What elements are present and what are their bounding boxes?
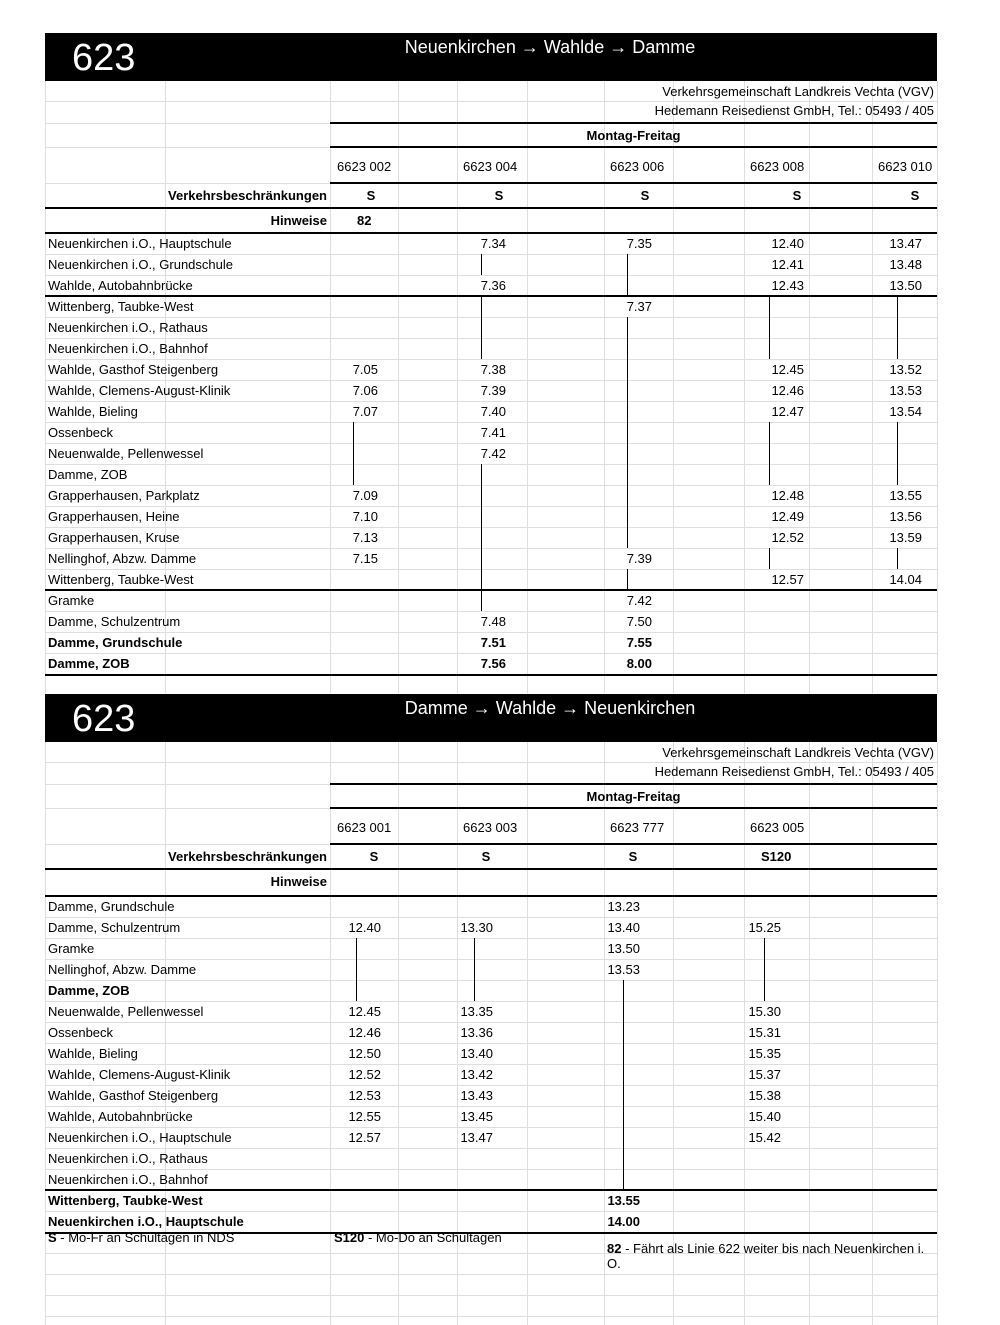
departure-time: 7.42: [480, 446, 506, 461]
days-rule: [330, 783, 937, 785]
stop-name: Damme, Schulzentrum: [48, 920, 181, 935]
table-bottom-rule: [45, 674, 937, 676]
departure-time: 12.46: [348, 1025, 381, 1040]
departure-time: 12.53: [348, 1088, 381, 1103]
days-rule: [330, 122, 937, 124]
departure-time: 12.40: [348, 920, 381, 935]
departure-time: 14.00: [607, 1214, 640, 1229]
departure-time: 15.30: [748, 1004, 781, 1019]
pass-through-line: [481, 506, 482, 527]
table-row: [45, 896, 937, 917]
pass-through-line: [627, 380, 628, 401]
notes-label: Hinweise: [270, 874, 327, 889]
table-row: [45, 296, 937, 317]
pass-through-line: [481, 548, 482, 569]
pass-through-line: [897, 464, 898, 485]
stop-name: Neuenkirchen i.O., Bahnhof: [48, 1172, 208, 1187]
departure-time: 13.53: [607, 962, 640, 977]
pass-through-line: [623, 1106, 624, 1127]
departure-time: 7.39: [626, 551, 652, 566]
table-row: [45, 1211, 937, 1232]
grid-row-line: [45, 101, 937, 102]
stop-name: Neuenkirchen i.O., Grundschule: [48, 257, 233, 272]
departure-time: 12.47: [771, 404, 804, 419]
table-row: [45, 506, 937, 527]
stop-name: Damme, Grundschule: [48, 899, 175, 914]
pass-through-line: [623, 1169, 624, 1190]
departure-time: 7.09: [352, 488, 378, 503]
stop-name: Gramke: [48, 593, 95, 608]
pass-through-line: [481, 527, 482, 548]
table-row: [45, 959, 937, 980]
direction-title: Damme → Wahlde → Neuenkirchen: [404, 698, 696, 718]
pass-through-line: [764, 959, 765, 980]
departure-time: 13.54: [889, 404, 922, 419]
departure-time: 7.36: [480, 278, 506, 293]
pass-through-line: [897, 317, 898, 338]
pass-through-line: [764, 938, 765, 959]
trip-number: 6623 001: [337, 820, 392, 835]
departure-time: 12.45: [771, 362, 804, 377]
departure-time: 15.38: [748, 1088, 781, 1103]
departure-time: 12.46: [771, 383, 804, 398]
table-row: [45, 653, 937, 674]
table-row: [45, 527, 937, 548]
table-row: [45, 233, 937, 254]
table-row: [45, 1085, 937, 1106]
stop-name: Wahlde, Bieling: [48, 404, 138, 419]
departure-time: 13.47: [889, 236, 922, 251]
footnote-text: - Fährt als Linie 622 weiter bis nach Neuenkirchen i. O.: [607, 1241, 925, 1271]
departure-time: 13.40: [460, 1046, 493, 1061]
trip-rule: [330, 807, 937, 809]
stop-name: Neuenkirchen i.O., Hauptschule: [48, 236, 232, 251]
stop-name: Neuenwalde, Pellenwessel: [48, 446, 204, 461]
pass-through-line: [627, 254, 628, 275]
departure-time: 12.52: [771, 530, 804, 545]
restrictions-rule: [45, 207, 937, 209]
departure-time: 13.55: [607, 1193, 640, 1208]
table-row: [45, 254, 937, 275]
departure-time: 7.34: [480, 236, 506, 251]
departure-time: 15.31: [748, 1025, 781, 1040]
trip-number: 6623 005: [750, 820, 805, 835]
pass-through-line: [627, 485, 628, 506]
pass-through-line: [481, 464, 482, 485]
pass-through-line: [481, 485, 482, 506]
pass-through-line: [627, 401, 628, 422]
stop-name: Neuenkirchen i.O., Rathaus: [48, 1151, 208, 1166]
pass-through-line: [353, 464, 354, 485]
table-row: [45, 569, 937, 590]
pass-through-line: [769, 422, 770, 443]
restriction-code: S: [910, 188, 920, 203]
table-row: [45, 275, 937, 296]
company-info: Hedemann Reisedienst GmbH, Tel.: 05493 / 405: [654, 103, 934, 118]
stop-name: Grapperhausen, Heine: [48, 509, 180, 524]
departure-time: 7.05: [352, 362, 378, 377]
pass-through-line: [481, 254, 482, 275]
pass-through-line: [627, 317, 628, 338]
departure-time: 13.50: [889, 278, 922, 293]
departure-time: 13.53: [889, 383, 922, 398]
restrictions-label: Verkehrsbeschränkungen: [168, 849, 327, 864]
departure-time: 7.07: [352, 404, 378, 419]
departure-time: 12.40: [771, 236, 804, 251]
section-rule: [45, 589, 937, 591]
pass-through-line: [623, 1127, 624, 1148]
pass-through-line: [764, 980, 765, 1001]
footnote-code: S: [48, 1230, 57, 1245]
table-row: [45, 443, 937, 464]
stop-name: Neuenwalde, Pellenwessel: [48, 1004, 204, 1019]
stop-name: Wahlde, Bieling: [48, 1046, 138, 1061]
departure-time: 13.36: [460, 1025, 493, 1040]
operator-name: Verkehrsgemeinschaft Landkreis Vechta (VGV): [662, 84, 934, 99]
footnote-code: S120: [334, 1230, 365, 1245]
departure-time: 7.37: [626, 299, 652, 314]
pass-through-line: [627, 359, 628, 380]
departure-time: 13.30: [460, 920, 493, 935]
departure-time: 15.35: [748, 1046, 781, 1061]
pass-through-line: [627, 569, 628, 590]
pass-through-line: [769, 296, 770, 317]
pass-through-line: [897, 296, 898, 317]
pass-through-line: [627, 506, 628, 527]
trip-number: 6623 004: [463, 159, 518, 174]
stop-name: Wahlde, Clemens-August-Klinik: [48, 383, 231, 398]
departure-time: 12.57: [771, 572, 804, 587]
stop-name: Ossenbeck: [48, 1025, 114, 1040]
table-row: [45, 338, 937, 359]
pass-through-line: [481, 296, 482, 317]
departure-time: 12.55: [348, 1109, 381, 1124]
pass-through-line: [356, 959, 357, 980]
departure-time: 13.59: [889, 530, 922, 545]
table-row: [45, 1106, 937, 1127]
departure-time: 7.39: [480, 383, 506, 398]
table-row: [45, 1043, 937, 1064]
stop-name: Damme, Grundschule: [48, 635, 183, 650]
restriction-code: S: [640, 188, 650, 203]
departure-time: 7.13: [352, 530, 378, 545]
table-row: [45, 485, 937, 506]
departure-time: 13.43: [460, 1088, 493, 1103]
days-label: Montag-Freitag: [586, 128, 681, 143]
stop-name: Neuenkirchen i.O., Hauptschule: [48, 1214, 244, 1229]
stop-name: Nellinghof, Abzw. Damme: [48, 551, 197, 566]
departure-time: 7.55: [626, 635, 652, 650]
grid-column-line: [937, 742, 938, 1325]
pass-through-line: [474, 959, 475, 980]
pass-through-line: [627, 422, 628, 443]
grid-row-line: [45, 1316, 937, 1317]
trip-number: 6623 006: [610, 159, 665, 174]
departure-time: 13.48: [889, 257, 922, 272]
table-row: [45, 464, 937, 485]
stop-name: Wahlde, Autobahnbrücke: [48, 278, 193, 293]
section-rule: [45, 295, 937, 297]
departure-time: 7.10: [352, 509, 378, 524]
grid-row-line: [45, 1274, 937, 1275]
restriction-code: S: [369, 849, 379, 864]
table-row: [45, 548, 937, 569]
stop-name: Wittenberg, Taubke-West: [48, 299, 194, 314]
departure-time: 15.37: [748, 1067, 781, 1082]
departure-time: 15.42: [748, 1130, 781, 1145]
pass-through-line: [481, 590, 482, 611]
departure-time: 7.42: [626, 593, 652, 608]
table-row: [45, 980, 937, 1001]
trip-number: 6623 010: [878, 159, 933, 174]
table-row: [45, 401, 937, 422]
table-row: [45, 1190, 937, 1211]
footnote-S120: [334, 1230, 502, 1245]
stop-name: Grapperhausen, Kruse: [48, 530, 180, 545]
table-row: [45, 317, 937, 338]
trip-rule: [330, 146, 937, 148]
restriction-code: S: [494, 188, 504, 203]
grid-row-line: [45, 1295, 937, 1296]
departure-time: 7.51: [480, 635, 506, 650]
operator-name: Verkehrsgemeinschaft Landkreis Vechta (VGV): [662, 745, 934, 760]
departure-time: 7.56: [480, 656, 506, 671]
departure-time: 8.00: [626, 656, 652, 671]
departure-time: 15.25: [748, 920, 781, 935]
departure-time: 13.45: [460, 1109, 493, 1124]
pass-through-line: [769, 464, 770, 485]
footnote-code: 82: [607, 1241, 622, 1256]
departure-time: 7.48: [480, 614, 506, 629]
stop-name: Wittenberg, Taubke-West: [48, 572, 194, 587]
pass-through-line: [623, 1064, 624, 1085]
footnote-82: [607, 1241, 937, 1271]
stop-name: Neuenkirchen i.O., Rathaus: [48, 320, 208, 335]
days-label: Montag-Freitag: [586, 789, 681, 804]
stop-name: Wittenberg, Taubke-West: [48, 1193, 203, 1208]
footnote-text: - Mo-Fr an Schultagen in NDS: [56, 1230, 235, 1245]
company-info: Hedemann Reisedienst GmbH, Tel.: 05493 / 405: [654, 764, 934, 779]
pass-through-line: [353, 443, 354, 464]
departure-time: 12.52: [348, 1067, 381, 1082]
table-row: [45, 380, 937, 401]
trip-number-rule: [330, 182, 937, 184]
departure-time: 12.41: [771, 257, 804, 272]
pass-through-line: [356, 938, 357, 959]
departure-time: 13.52: [889, 362, 922, 377]
footnote-S: [48, 1230, 234, 1245]
footnote-text: - Mo-Do an Schultagen: [364, 1230, 502, 1245]
departure-time: 14.04: [889, 572, 922, 587]
departure-time: 12.45: [348, 1004, 381, 1019]
departure-time: 7.50: [626, 614, 652, 629]
table-row: [45, 422, 937, 443]
stop-name: Nellinghof, Abzw. Damme: [48, 962, 197, 977]
departure-time: 13.40: [607, 920, 640, 935]
stop-name: Grapperhausen, Parkplatz: [48, 488, 200, 503]
grid-column-line: [937, 81, 938, 693]
restriction-code: S120: [761, 849, 792, 864]
departure-time: 7.40: [480, 404, 506, 419]
pass-through-line: [897, 443, 898, 464]
pass-through-line: [627, 275, 628, 296]
stop-name: Ossenbeck: [48, 425, 114, 440]
pass-through-line: [623, 1043, 624, 1064]
line-number: 623: [72, 698, 136, 740]
pass-through-line: [897, 548, 898, 569]
pass-through-line: [627, 443, 628, 464]
stop-name: Wahlde, Autobahnbrücke: [48, 1109, 193, 1124]
direction-title: Neuenkirchen → Wahlde → Damme: [404, 37, 696, 57]
pass-through-line: [481, 569, 482, 590]
stop-name: Damme, ZOB: [48, 983, 130, 998]
departure-time: 7.06: [352, 383, 378, 398]
pass-through-line: [897, 422, 898, 443]
restriction-code: S: [481, 849, 491, 864]
table-row: [45, 917, 937, 938]
pass-through-line: [623, 980, 624, 1001]
trip-number-rule: [330, 843, 937, 845]
stop-name: Neuenkirchen i.O., Bahnhof: [48, 341, 208, 356]
table-row: [45, 1127, 937, 1148]
pass-through-line: [769, 338, 770, 359]
stop-name: Wahlde, Gasthof Steigenberg: [48, 362, 219, 377]
pass-through-line: [897, 338, 898, 359]
departure-time: 12.57: [348, 1130, 381, 1145]
table-row: [45, 1148, 937, 1169]
pass-through-line: [769, 548, 770, 569]
restriction-code: S: [366, 188, 376, 203]
stop-name: Damme, ZOB: [48, 656, 130, 671]
departure-time: 12.48: [771, 488, 804, 503]
table-row: [45, 590, 937, 611]
trip-number: 6623 003: [463, 820, 518, 835]
table-row: [45, 1001, 937, 1022]
pass-through-line: [353, 422, 354, 443]
departure-time: 7.41: [480, 425, 506, 440]
restrictions-label: Verkehrsbeschränkungen: [168, 188, 327, 203]
line-number: 623: [72, 37, 136, 79]
pass-through-line: [627, 464, 628, 485]
pass-through-line: [474, 980, 475, 1001]
restrictions-rule: [45, 868, 937, 870]
pass-through-line: [627, 527, 628, 548]
pass-through-line: [623, 1022, 624, 1043]
stop-name: Wahlde, Clemens-August-Klinik: [48, 1067, 231, 1082]
table-row: [45, 1169, 937, 1190]
departure-time: 12.49: [771, 509, 804, 524]
pass-through-line: [623, 1001, 624, 1022]
trip-number: 6623 008: [750, 159, 805, 174]
table-row: [45, 1064, 937, 1085]
pass-through-line: [481, 317, 482, 338]
stop-name: Wahlde, Gasthof Steigenberg: [48, 1088, 219, 1103]
departure-time: 12.43: [771, 278, 804, 293]
restriction-code: S: [792, 188, 802, 203]
stop-name: Damme, Schulzentrum: [48, 614, 181, 629]
stop-name: Neuenkirchen i.O., Hauptschule: [48, 1130, 232, 1145]
table-row: [45, 632, 937, 653]
note-code: 82: [357, 213, 372, 228]
departure-time: 13.23: [607, 899, 640, 914]
departure-time: 13.47: [460, 1130, 493, 1145]
pass-through-line: [474, 938, 475, 959]
departure-time: 12.50: [348, 1046, 381, 1061]
pass-through-line: [623, 1148, 624, 1169]
pass-through-line: [356, 980, 357, 1001]
grid-row-line: [45, 762, 937, 763]
table-row: [45, 611, 937, 632]
pass-through-line: [623, 1085, 624, 1106]
departure-time: 13.35: [460, 1004, 493, 1019]
section-rule: [45, 1189, 937, 1191]
table-row: [45, 359, 937, 380]
departure-time: 13.55: [889, 488, 922, 503]
trip-number: 6623 002: [337, 159, 392, 174]
pass-through-line: [769, 443, 770, 464]
trip-number: 6623 777: [610, 820, 665, 835]
table-row: [45, 938, 937, 959]
table-row: [45, 1022, 937, 1043]
pass-through-line: [769, 317, 770, 338]
stop-name: Gramke: [48, 941, 95, 956]
departure-time: 15.40: [748, 1109, 781, 1124]
pass-through-line: [481, 338, 482, 359]
notes-label: Hinweise: [270, 213, 327, 228]
pass-through-line: [627, 338, 628, 359]
departure-time: 13.42: [460, 1067, 493, 1082]
stop-name: Damme, ZOB: [48, 467, 128, 482]
departure-time: 7.15: [352, 551, 378, 566]
departure-time: 13.56: [889, 509, 922, 524]
departure-time: 7.35: [626, 236, 652, 251]
departure-time: 7.38: [480, 362, 506, 377]
restriction-code: S: [628, 849, 638, 864]
departure-time: 13.50: [607, 941, 640, 956]
